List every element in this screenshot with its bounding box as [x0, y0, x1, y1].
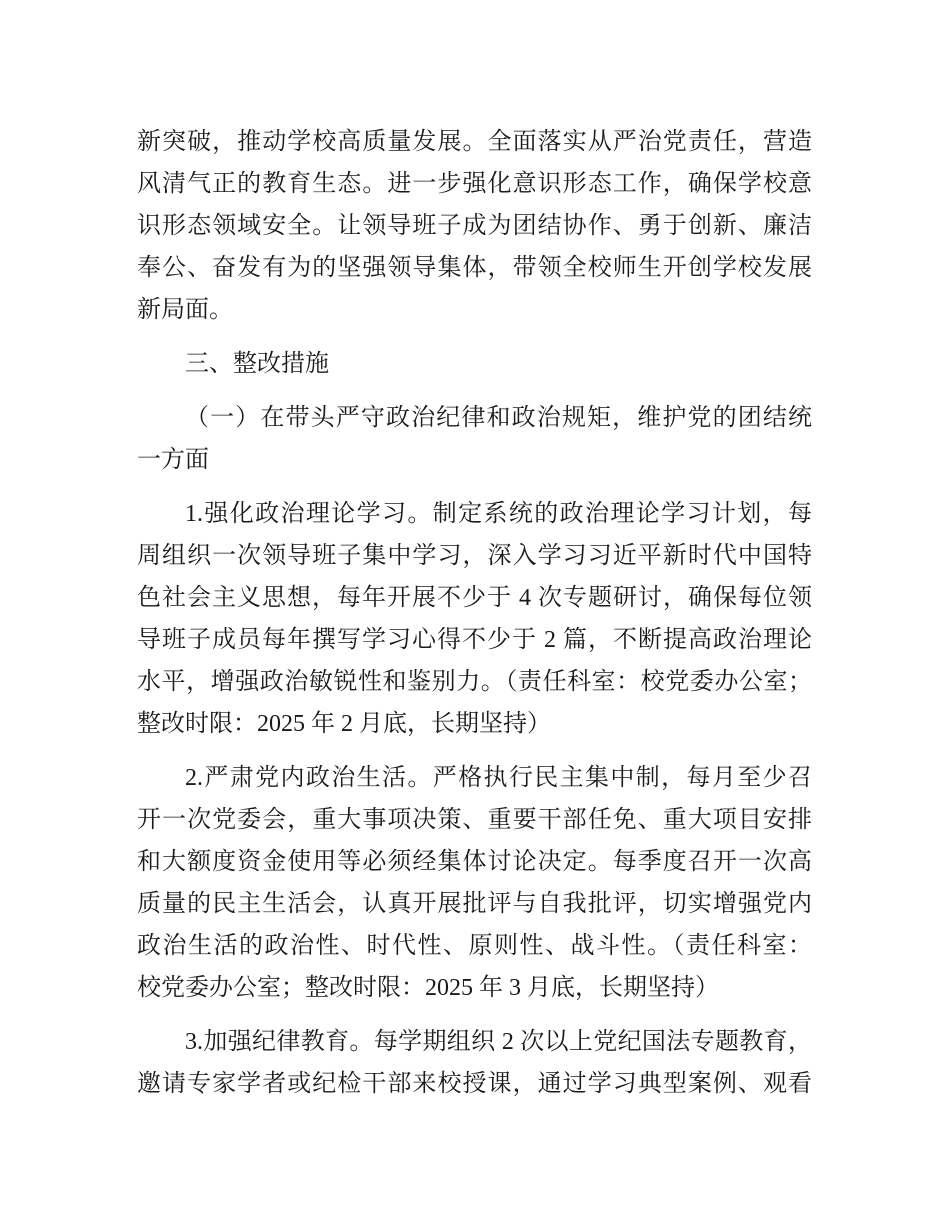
- text-line: （一）在带头严守政治纪律和政治规矩，维护党的团结统: [185, 405, 812, 431]
- text-line: 识形态领域安全。让领导班子成为团结协作、勇于创新、廉洁: [137, 213, 812, 239]
- paragraph-continuation: [137, 121, 812, 331]
- text-line: 新突破，推动学校高质量发展。全面落实从严治党责任，营造: [137, 129, 812, 155]
- text-line: 色社会主义思想，每年开展不少于 4 次专题研讨，确保每位领: [137, 585, 812, 611]
- text-line: 周组织一次领导班子集中学习，深入学习习近平新时代中国特: [137, 543, 812, 569]
- paragraph-measure-3: [137, 1021, 812, 1105]
- text-line: 整改时限：2025 年 2 月底，长期坚持）: [137, 711, 551, 737]
- text-line: 2.严肃党内政治生活。严格执行民主集中制，每月至少召: [185, 765, 812, 791]
- text-line: 政治生活的政治性、时代性、原则性、战斗性。（责任科室：: [137, 933, 812, 959]
- text-line: 邀请专家学者或纪检干部来校授课，通过学习典型案例、观看: [137, 1071, 812, 1097]
- paragraph-measure-2: [137, 757, 812, 1009]
- text-line: 新局面。: [137, 297, 233, 323]
- section-heading-rectification-measures: [137, 343, 812, 385]
- text-line: 1.强化政治理论学习。制定系统的政治理论学习计划，每: [185, 501, 812, 527]
- text-line: 导班子成员每年撰写学习心得不少于 2 篇，不断提高政治理论: [137, 627, 812, 653]
- text-line: 质量的民主生活会，认真开展批评与自我批评，切实增强党内: [137, 891, 812, 917]
- text-line: 一方面: [137, 447, 209, 473]
- text-line: 和大额度资金使用等必须经集体讨论决定。每季度召开一次高: [137, 849, 812, 875]
- text-line: 奉公、奋发有为的坚强领导集体，带领全校师生开创学校发展: [137, 255, 812, 281]
- heading-line: 三、整改措施: [185, 351, 329, 377]
- text-line: 水平，增强政治敏锐性和鉴别力。（责任科室：校党委办公室；: [137, 669, 812, 695]
- text-line: 校党委办公室；整改时限：2025 年 3 月底，长期坚持）: [137, 975, 719, 1001]
- subheading-political-discipline: [137, 397, 812, 481]
- text-line: 风清气正的教育生态。进一步强化意识形态工作，确保学校意: [137, 171, 812, 197]
- text-line: 3.加强纪律教育。每学期组织 2 次以上党纪国法专题教育，: [185, 1029, 812, 1055]
- text-line: 开一次党委会，重大事项决策、重要干部任免、重大项目安排: [137, 807, 812, 833]
- paragraph-measure-1: [137, 493, 812, 745]
